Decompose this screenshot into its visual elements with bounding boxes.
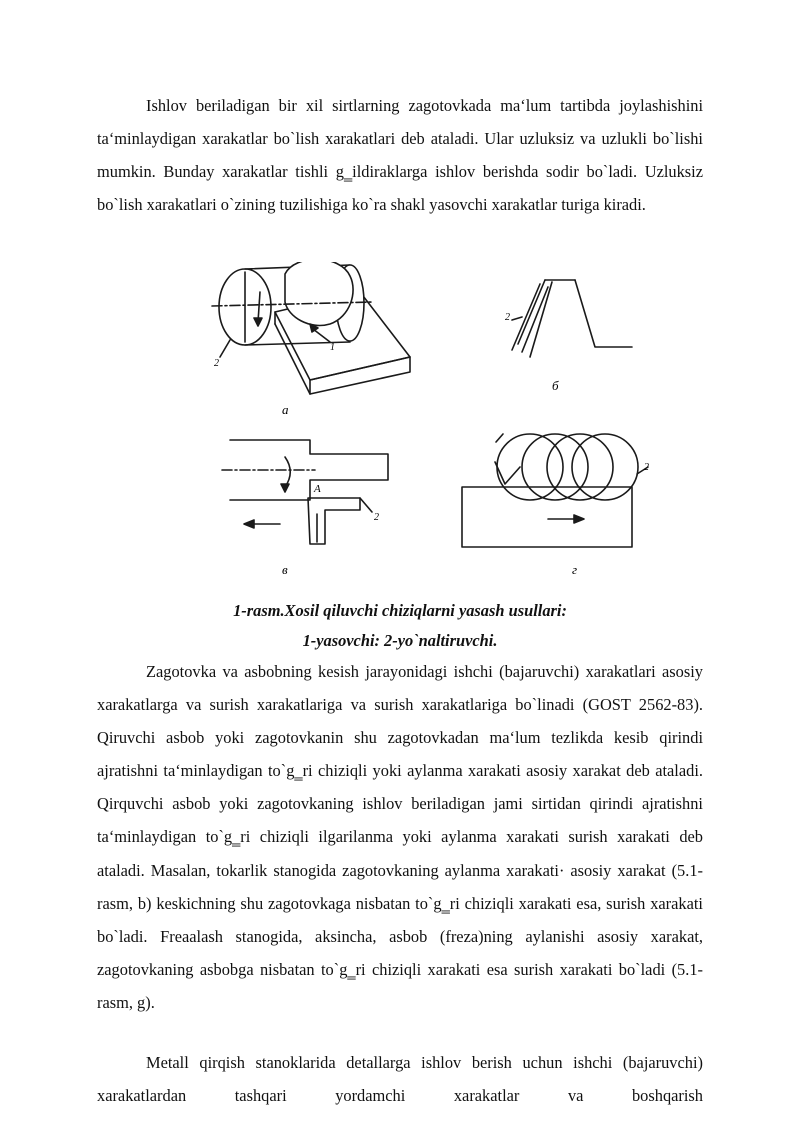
paragraph-auxiliary-motions: Metall qirqish stanoklarida detallarga ishlov berish uchun ishchi (bajaruvchi) xarakatlardan tashqari yordamchi xarakatlar va boshqarish: [97, 1053, 703, 1106]
label-num-2-g: 2: [644, 462, 649, 473]
label-g: г: [572, 562, 578, 577]
paragraph-division-motions: Ishlov beriladigan bir xil sirtlarning zagotovkada ma‘lum tartibda joylashishini ta‘minlaydigan xarakatlar bo`lish xarakatlari deb ataladi. Ular uzluksiz va uzlukli bo`lishi mumkin. Bunday xarakatlar tishli g‗ildiraklarga ishlov berishda sodir bo`ladi. Uzluksiz bo`lish xarakatlari o`zining tuzilishiga ko`ra shakl yasovchi xarakatlar turiga kiradi.: [97, 96, 703, 215]
label-v: в: [282, 562, 288, 577]
subfigure-b-drawing: [512, 280, 632, 357]
figure-drawing: [200, 262, 660, 582]
label-num-1: 1: [330, 342, 335, 353]
subfigure-g-drawing: [462, 434, 648, 547]
label-letter-a: A: [314, 483, 321, 495]
figure-caption-legend: 1-yasovchi: 2-yo`naltiruvchi.: [302, 631, 498, 650]
figure-caption-title: 1-rasm.Xosil qiluvchi chiziqlarni yasash usullari:: [233, 601, 567, 620]
label-num-2-a: 2: [214, 358, 219, 369]
label-num-2-v: 2: [374, 512, 379, 523]
subfigure-a-drawing: [212, 262, 410, 394]
subfigure-v-drawing: [222, 440, 388, 544]
figure-generating-lines: [200, 262, 660, 582]
label-num-2-b: 2: [505, 312, 510, 323]
paragraph-working-motions: Zagotovka va asbobning kesish jarayonidagi ishchi (bajaruvchi) xarakatlari asosiy xarakatlarga va surish xarakatlariga va surish xarakatlariga bo`linadi (GOST 2562-83). Qiruvchi asbob yoki zagotovkanin shu zagotovkadan ma‘lum tezlikda kesib qirindi ajratishni ta‘minlaydigan to`g‗ri chiziqli yoki aylanma xarakati asosiy xarakat deb ataladi. Qirquvchi asbob yoki zagotovkaning ishlov beriladigan jami sirtidan qirindi ajratishni ta‘minlaydigan to`g‗ri chiziqli ilgarilanma yoki aylanma xarakati surish xarakati deb ataladi. Masalan, tokarlik stanogida zagotovkaning aylanma xarakati· asosiy xarakat (5.1- rasm, b) keskichning shu zagotovkaga nisbatan to`g‗ri chiziqli xarakati esa, surish xarakati bo`ladi. Freaalash stanogida, aksincha, asbob (freza)ning aylanishi asosiy xarakat, zagotovkaning asbobga nisbatan to`g‗ri chiziqli xarakati esa surish xarakati bo`ladi (5.1- rasm, g).: [97, 662, 703, 1012]
label-b: б: [552, 378, 559, 393]
label-a: a: [282, 402, 289, 417]
